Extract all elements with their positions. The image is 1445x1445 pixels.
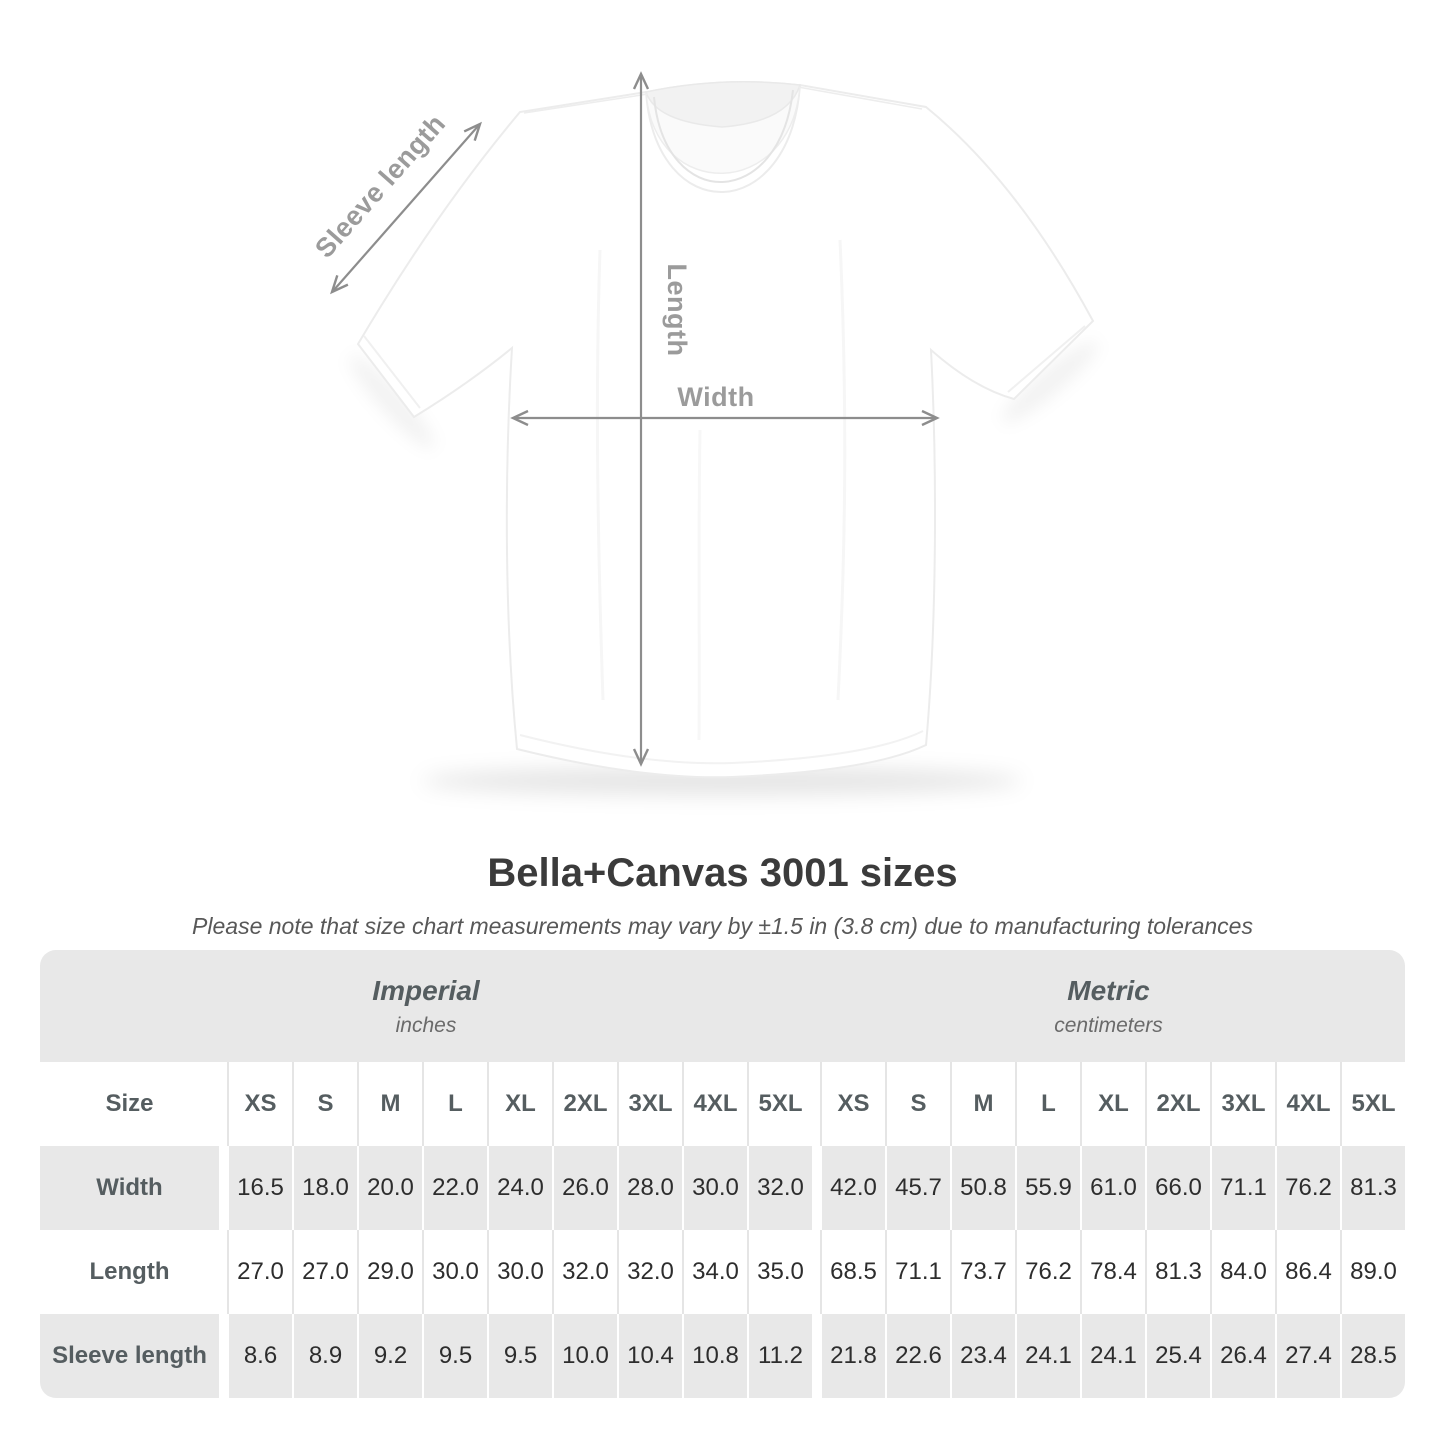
size-header-cell: 3XL — [1210, 1062, 1275, 1146]
value-cell: 16.5 — [227, 1146, 292, 1230]
value-cell: 66.0 — [1145, 1146, 1210, 1230]
value-cell: 24.1 — [1015, 1314, 1080, 1398]
size-header-cell: S — [885, 1062, 950, 1146]
size-header-cell: 3XL — [617, 1062, 682, 1146]
value-cell: 18.0 — [292, 1146, 357, 1230]
value-cell: 27.0 — [227, 1230, 292, 1314]
value-cell: 71.1 — [885, 1230, 950, 1314]
column-gap — [812, 1314, 820, 1398]
value-cell: 28.5 — [1340, 1314, 1405, 1398]
value-cell: 35.0 — [747, 1230, 812, 1314]
value-cell: 27.0 — [292, 1230, 357, 1314]
value-cell: 11.2 — [747, 1314, 812, 1398]
value-cell: 76.2 — [1015, 1230, 1080, 1314]
length-label: Length — [662, 263, 692, 357]
column-gap — [812, 1230, 820, 1314]
value-cell: 9.5 — [422, 1314, 487, 1398]
fold-line — [699, 430, 700, 740]
value-cell: 32.0 — [617, 1230, 682, 1314]
row-label: Width — [40, 1146, 219, 1230]
value-cell: 24.1 — [1080, 1314, 1145, 1398]
value-cell: 55.9 — [1015, 1146, 1080, 1230]
value-cell: 45.7 — [885, 1146, 950, 1230]
column-gap — [219, 1230, 227, 1314]
value-cell: 9.2 — [357, 1314, 422, 1398]
size-header-cell: 4XL — [1275, 1062, 1340, 1146]
row-label: Length — [89, 1258, 170, 1285]
value-cell: 73.7 — [950, 1230, 1015, 1314]
value-cell: 81.3 — [1340, 1146, 1405, 1230]
value-cell: 29.0 — [357, 1230, 422, 1314]
size-header-cell: XL — [1080, 1062, 1145, 1146]
column-gap — [812, 1146, 820, 1230]
table-row-width — [40, 1146, 1405, 1230]
value-cell: 76.2 — [1275, 1146, 1340, 1230]
value-cell: 86.4 — [1275, 1230, 1340, 1314]
value-cell: 10.4 — [617, 1314, 682, 1398]
row-label: Sleeve length — [40, 1314, 219, 1398]
value-cell: 42.0 — [820, 1146, 885, 1230]
size-header-cell: XS — [227, 1062, 292, 1146]
value-cell: 27.4 — [1275, 1314, 1340, 1398]
size-header-cell: S — [292, 1062, 357, 1146]
value-cell: 8.6 — [227, 1314, 292, 1398]
subtitle: Please note that size chart measurements may vary by ±1.5 in (3.8 cm) due to manufacturing tolerances — [192, 913, 1253, 939]
value-cell: 21.8 — [820, 1314, 885, 1398]
value-cell: 84.0 — [1210, 1230, 1275, 1314]
page-title: Bella+Canvas 3001 sizes — [487, 851, 958, 895]
table-row-length — [40, 1230, 1405, 1314]
column-gap — [219, 1314, 227, 1398]
size-header-cell: L — [422, 1062, 487, 1146]
column-gap — [219, 1146, 227, 1230]
width-label: Width — [677, 382, 755, 412]
value-cell: 20.0 — [357, 1146, 422, 1230]
units-header-band — [40, 950, 1405, 1062]
sleeve-length-label: Sleeve length — [309, 108, 452, 264]
size-label: Size — [105, 1090, 154, 1117]
value-cell: 34.0 — [682, 1230, 747, 1314]
tshirt-body — [358, 85, 1093, 777]
size-header-cell: M — [950, 1062, 1015, 1146]
value-cell: 30.0 — [487, 1230, 552, 1314]
value-cell: 50.8 — [950, 1146, 1015, 1230]
imperial-subtitle: inches — [395, 1013, 457, 1037]
size-header-cell: L — [1015, 1062, 1080, 1146]
value-cell: 24.0 — [487, 1146, 552, 1230]
value-cell: 89.0 — [1340, 1230, 1405, 1314]
size-header-cell: XL — [487, 1062, 552, 1146]
value-cell: 22.6 — [885, 1314, 950, 1398]
value-cell: 78.4 — [1080, 1230, 1145, 1314]
size-header-cell: 4XL — [682, 1062, 747, 1146]
value-cell: 32.0 — [552, 1230, 617, 1314]
imperial-title: Imperial — [372, 974, 480, 1006]
size-table — [40, 950, 1405, 1398]
value-cell: 8.9 — [292, 1314, 357, 1398]
size-header-cell: 5XL — [747, 1062, 812, 1146]
table-header-row — [40, 1062, 1405, 1146]
size-header-cell: XS — [820, 1062, 885, 1146]
value-cell: 30.0 — [682, 1146, 747, 1230]
metric-header — [812, 950, 1405, 1062]
imperial-header — [40, 950, 812, 1062]
value-cell: 32.0 — [747, 1146, 812, 1230]
value-cell: 26.4 — [1210, 1314, 1275, 1398]
size-header-cell: 5XL — [1340, 1062, 1405, 1146]
value-cell: 9.5 — [487, 1314, 552, 1398]
size-header-cell: M — [357, 1062, 422, 1146]
value-cell: 68.5 — [820, 1230, 885, 1314]
value-cell: 23.4 — [950, 1314, 1015, 1398]
value-cell: 30.0 — [422, 1230, 487, 1314]
size-header-cell: 2XL — [1145, 1062, 1210, 1146]
metric-subtitle: centimeters — [1054, 1013, 1163, 1037]
table-row-sleeve-length — [40, 1314, 1405, 1398]
value-cell: 81.3 — [1145, 1230, 1210, 1314]
value-cell: 71.1 — [1210, 1146, 1275, 1230]
column-gap — [219, 1062, 227, 1146]
value-cell: 26.0 — [552, 1146, 617, 1230]
column-gap — [812, 1062, 820, 1146]
value-cell: 28.0 — [617, 1146, 682, 1230]
value-cell: 10.8 — [682, 1314, 747, 1398]
size-header-cell: 2XL — [552, 1062, 617, 1146]
metric-title: Metric — [1067, 974, 1150, 1006]
value-cell: 25.4 — [1145, 1314, 1210, 1398]
value-cell: 22.0 — [422, 1146, 487, 1230]
value-cell: 61.0 — [1080, 1146, 1145, 1230]
value-cell: 10.0 — [552, 1314, 617, 1398]
